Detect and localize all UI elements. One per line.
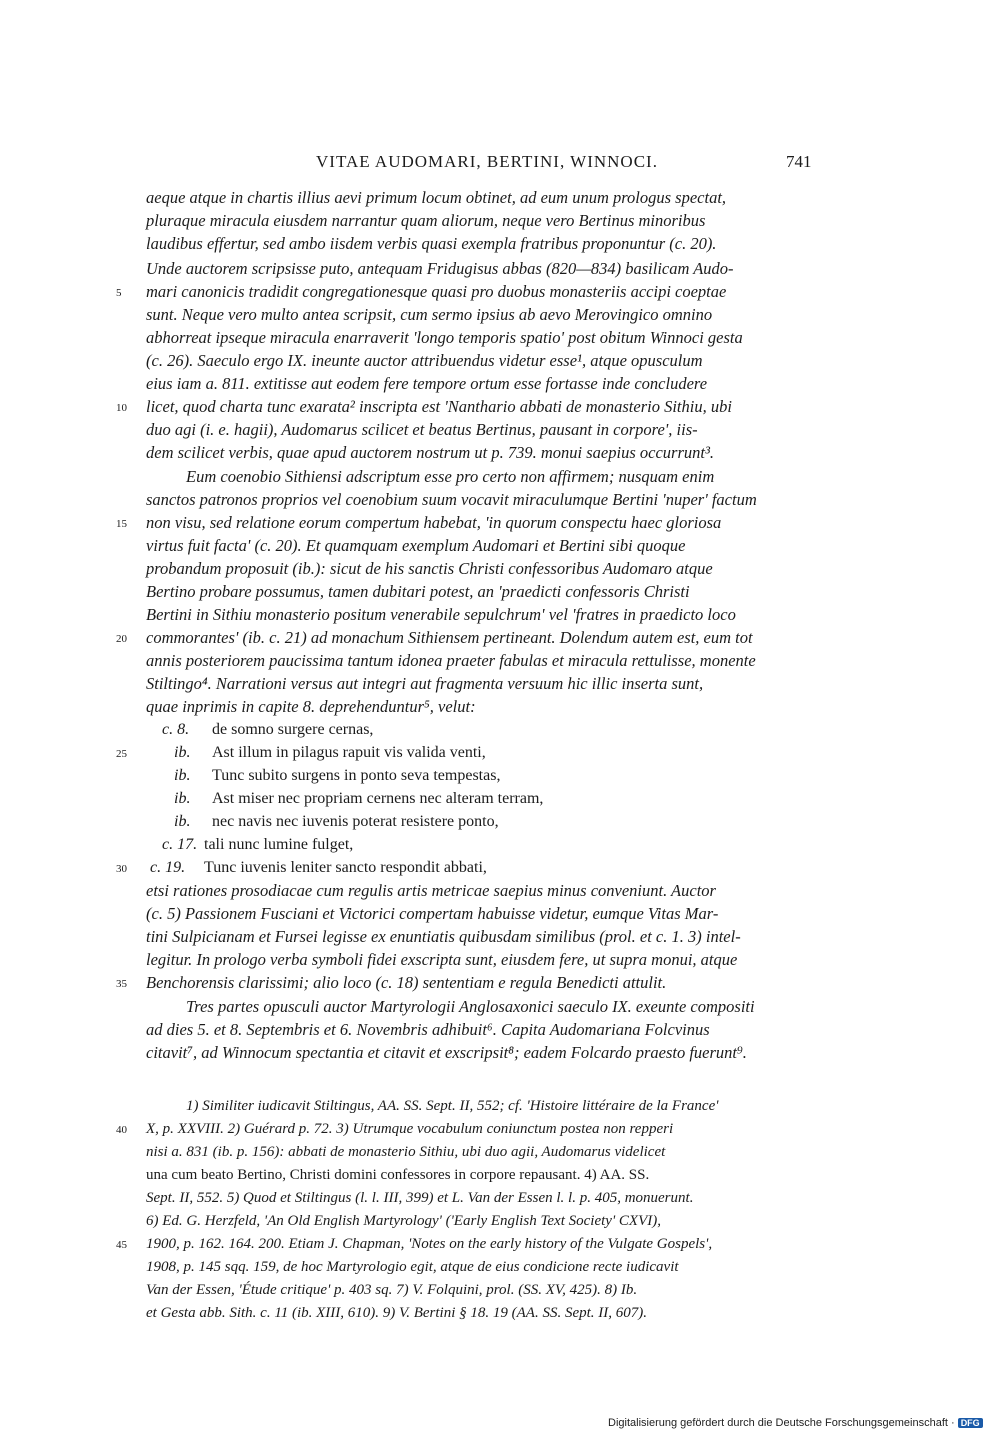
text-line: dem scilicet verbis, quae apud auctorem nostrum ut p. 739. monui saepius occurrunt³. — [146, 443, 715, 462]
text-line: ad dies 5. et 8. Septembris et 6. Novembris adhibuit⁶. Capita Audomariana Folcvinus — [146, 1020, 710, 1039]
line-number: 15 — [116, 518, 127, 530]
verse-ref: c. 8. — [162, 721, 190, 738]
text-line: sanctos patronos proprios vel coenobium suum vocavit miraculumque Bertini 'nuper' factum — [146, 490, 757, 509]
footnote-line: Sept. II, 552. 5) Quod et Stiltingus (l. l. III, 399) et L. Van der Essen l. l. p. 405, monuerunt. — [146, 1190, 694, 1206]
footnote-line: 6) Ed. G. Herzfeld, 'An Old English Martyrology' ('Early English Text Society' CXVI), — [146, 1213, 661, 1229]
digitization-credit — [608, 1417, 983, 1429]
text-line: aeque atque in chartis illius aevi primum locum obtinet, ad eum unum prologus spectat, — [146, 188, 727, 207]
footnote-line: 1908, p. 145 sqq. 159, de hoc Martyrologio egit, atque de eius condicione recte iudicavit — [146, 1259, 679, 1275]
footnote-line: una cum beato Bertino, Christi domini confessores in corpore repausant. 4) AA. SS. — [146, 1167, 650, 1183]
line-number: 10 — [116, 402, 127, 414]
verse-text: Ast miser nec propriam cernens nec alteram terram, — [212, 790, 544, 807]
footnote-line: 1) Similiter iudicavit Stiltingus, AA. SS. Sept. II, 552; cf. 'Histoire littéraire de la France' — [186, 1098, 719, 1114]
text-line: commorantes' (ib. c. 21) ad monachum Sithiensem pertineant. Dolendum autem est, eum tot — [146, 628, 753, 647]
text-line: mari canonicis tradidit congregationesque quasi pro duobus monasteriis accipi coeptae — [146, 282, 727, 301]
line-number: 40 — [116, 1124, 127, 1136]
text-line: pluraque miracula eiusdem narrantur quam aliorum, neque vero Bertinus minoribus — [146, 211, 706, 230]
text-line: sunt. Neque vero multo antea scripsit, cum sermo ipsius ab aevo Merovingico omnino — [146, 305, 713, 324]
verse-ref: ib. — [174, 813, 191, 830]
text-line: Benchorensis clarissimi; alio loco (c. 18) sententiam e regula Benedicti attulit. — [146, 973, 667, 992]
verse-text: tali nunc lumine fulget, — [204, 836, 354, 853]
verse-ref: c. 19. — [150, 859, 186, 876]
text-line: Eum coenobio Sithiensi adscriptum esse pro certo non affirmem; nusquam enim — [186, 467, 715, 486]
credit-text: Digitalisierung gefördert durch die Deutsche Forschungsgemeinschaft · — [608, 1417, 955, 1429]
text-line: probandum proposuit (ib.): sicut de his sanctis Christi confessoribus Audomaro atque — [146, 559, 713, 578]
line-number: 25 — [116, 748, 127, 760]
line-number: 5 — [116, 287, 122, 299]
text-line: non visu, sed relatione eorum compertum habebat, 'in quorum conspectu haec gloriosa — [146, 513, 722, 532]
text-line: tini Sulpicianam et Fursei legisse ex enuntiatis quibusdam similibus (prol. et c. 1. 3) intel- — [146, 927, 741, 946]
line-number: 30 — [116, 863, 127, 875]
text-line: Unde auctorem scripsisse puto, antequam Fridugisus abbas (820—834) basilicam Audo- — [146, 259, 734, 278]
text-line: etsi rationes prosodiacae cum regulis artis metricae saepius minus conveniunt. Auctor — [146, 881, 716, 900]
footnote-line: nisi a. 831 (ib. p. 156): abbati de monasterio Sithiu, ubi duo agii, Audomarus videlicet — [146, 1144, 666, 1160]
text-line: Tres partes opusculi auctor Martyrologii Anglosaxonici saeculo IX. exeunte compositi — [186, 997, 755, 1016]
text-line: Stiltingo⁴. Narrationi versus aut integri aut fragmenta versuum hic illic inserta sunt, — [146, 674, 704, 693]
text-line: licet, quod charta tunc exarata² inscripta est 'Nanthario abbati de monasterio Sithiu, ubi — [146, 397, 732, 416]
text-line: (c. 26). Saeculo ergo IX. ineunte auctor attribuendus videtur esse¹, atque opusculum — [146, 351, 703, 370]
verse-text: de somno surgere cernas, — [212, 721, 374, 738]
text-line: annis posteriorem paucissima tantum idonea praeter fabulas et miracula rettulisse, monente — [146, 651, 756, 670]
verse-text: Ast illum in pilagus rapuit vis valida venti, — [212, 744, 486, 761]
verse-text: nec navis nec iuvenis poterat resistere ponto, — [212, 813, 499, 830]
text-line: citavit⁷, ad Winnocum spectantia et citavit et exscripsit⁸; eadem Folcardo praesto fuerunt⁹. — [146, 1043, 747, 1062]
line-number: 45 — [116, 1239, 127, 1251]
footnote-line: Van der Essen, 'Étude critique' p. 403 sq. 7) V. Folquini, prol. (SS. XV, 425). 8) Ib. — [146, 1282, 638, 1298]
line-number: 20 — [116, 633, 127, 645]
running-title: VITAE AUDOMARI, BERTINI, WINNOCI. — [316, 152, 658, 171]
text-line: (c. 5) Passionem Fusciani et Victorici compertam habuisse videtur, eumque Vitas Mar- — [146, 904, 719, 923]
text-line: Bertini in Sithiu monasterio positum venerabile sepulchrum' vel 'fratres in praedicto loco — [146, 605, 736, 624]
page-header — [0, 152, 1000, 176]
page-number: 741 — [786, 152, 812, 171]
footnote-line: et Gesta abb. Sith. c. 11 (ib. XIII, 610). 9) V. Bertini § 18. 19 (AA. SS. Sept. II, 607). — [146, 1305, 648, 1321]
text-line: virtus fuit facta' (c. 20). Et quamquam exemplum Audomari et Bertini sibi quoque — [146, 536, 686, 555]
text-line: legitur. In prologo verba symboli fidei exscripta sunt, eiusdem fere, ut supra monui, atque — [146, 950, 738, 969]
footnote-line: X, p. XXVIII. 2) Guérard p. 72. 3) Utrumque vocabulum coniunctum postea non repperi — [146, 1121, 674, 1137]
text-line: duo agi (i. e. hagii), Audomarus scilicet et beatus Bertinus, pausant in corpore', iis- — [146, 420, 698, 439]
text-line: Bertino probare possumus, tamen dubitari potest, an 'praedicti confessoris Christi — [146, 582, 690, 601]
text-line: laudibus effertur, sed ambo iisdem verbis quasi exempla fratribus proponuntur (c. 20). — [146, 234, 717, 253]
line-number: 35 — [116, 978, 127, 990]
verse-ref: ib. — [174, 744, 191, 761]
text-line: quae inprimis in capite 8. deprehenduntur⁵, velut: — [146, 697, 476, 716]
verse-ref: ib. — [174, 767, 191, 784]
verse-text: Tunc iuvenis leniter sancto respondit abbati, — [204, 859, 487, 876]
verse-ref: c. 17. — [162, 836, 198, 853]
verse-ref: ib. — [174, 790, 191, 807]
text-line: eius iam a. 811. extitisse aut eodem fere tempore ortum esse fortasse inde concludere — [146, 374, 708, 393]
text-line: abhorreat ipseque miracula enarraverit 'longo temporis spatio' post obitum Winnoci gesta — [146, 328, 743, 347]
dfg-logo: DFG — [958, 1418, 983, 1428]
footnote-line: 1900, p. 162. 164. 200. Etiam J. Chapman, 'Notes on the early history of the Vulgate Gospels', — [146, 1236, 713, 1252]
verse-text: Tunc subito surgens in ponto seva tempestas, — [212, 767, 501, 784]
